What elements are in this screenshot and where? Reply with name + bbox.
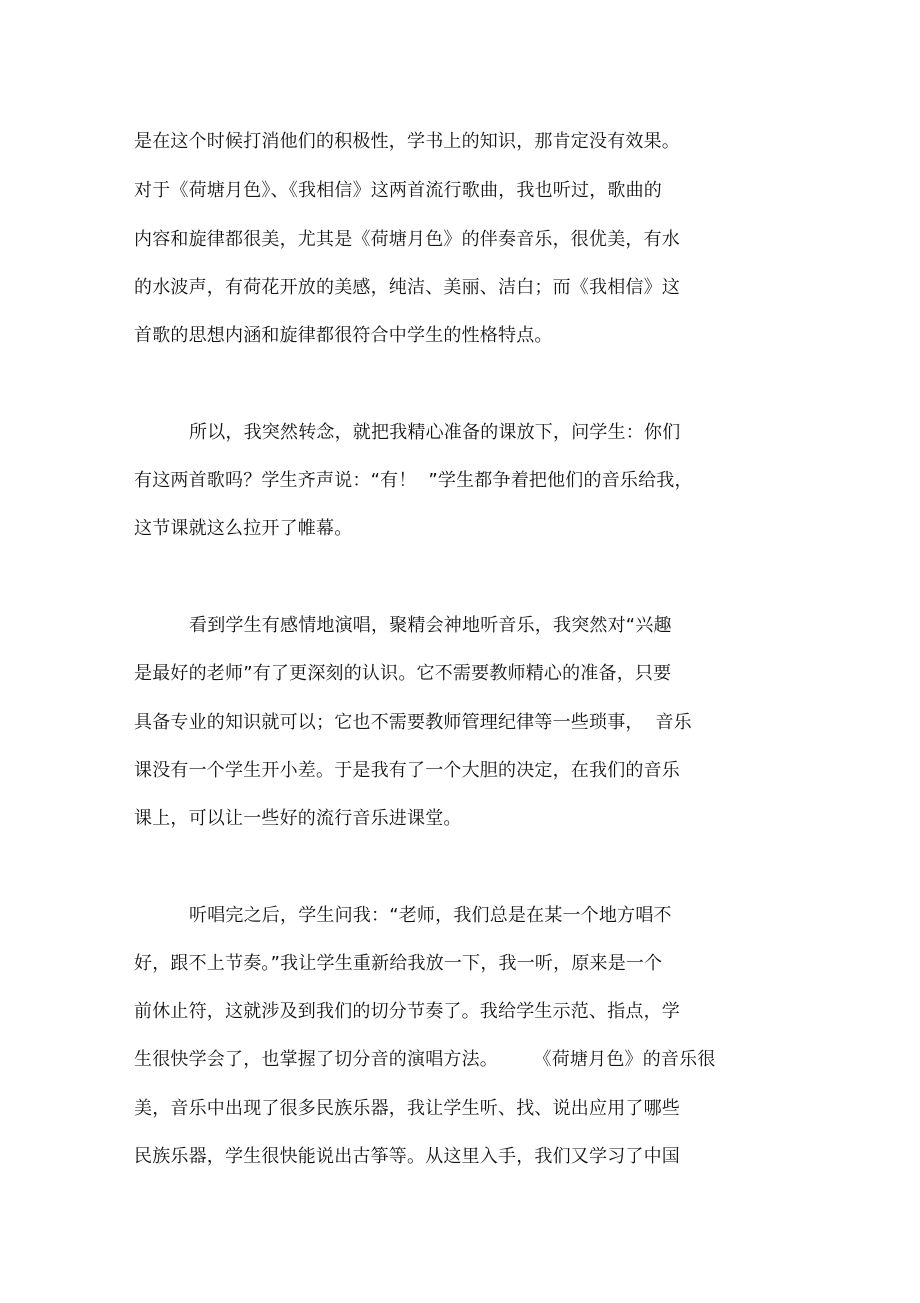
text-line: 好，跟不上节奏。”我让学生重新给我放一下，我一听，原来是一个 <box>134 953 663 974</box>
text-line: 是在这个时候打消他们的积极性，学书上的知识，那肯定没有效果。 <box>134 131 680 152</box>
text-line: 对于《荷塘月色》、《我相信》这两首流行歌曲，我也听过，歌曲的 <box>134 180 662 201</box>
text-line: 生很快学会了，也掌握了切分音的演唱方法。 《荷塘月色》的音乐很 <box>134 1049 716 1070</box>
text-line: 课上，可以让一些好的流行音乐进课堂。 <box>134 808 462 829</box>
text-line: 首歌的思想内涵和旋律都很符合中学生的性格特点。 <box>134 325 553 346</box>
text-line: 看到学生有感情地演唱，聚精会神地听音乐，我突然对“兴趣 <box>189 615 672 636</box>
text-line: 这节课就这么拉开了帷幕。 <box>134 518 353 539</box>
text-line: 内容和旋律都很美，尤其是《荷塘月色》的伴奏音乐，很优美，有水 <box>134 229 680 250</box>
text-line: 有这两首歌吗？学生齐声说：“有！ ”学生都争着把他们的音乐给我， <box>134 470 693 491</box>
text-line: 美，音乐中出现了很多民族乐器，我让学生听、找、说出应用了哪些 <box>134 1098 680 1119</box>
text-line: 是最好的老师”有了更深刻的认识。它不需要教师精心的准备，只要 <box>134 663 672 684</box>
text-line: 所以，我突然转念，就把我精心准备的课放下，问学生：你们 <box>189 422 681 443</box>
text-line: 民族乐器，学生很快能说出古筝等。从这里入手，我们又学习了中国 <box>134 1146 680 1167</box>
text-line: 听唱完之后，学生问我：“老师，我们总是在某一个地方唱不 <box>189 905 672 926</box>
text-line: 的水波声，有荷花开放的美感，纯洁、美丽、洁白；而《我相信》这 <box>134 277 680 298</box>
text-line: 前休止符，这就涉及到我们的切分节奏了。我给学生示范、指点，学 <box>134 1001 680 1022</box>
text-line: 具备专业的知识就可以；它也不需要教师管理纪律等一些琐事， 音乐 <box>134 712 692 733</box>
text-line: 课没有一个学生开小差。于是我有了一个大胆的决定，在我们的音乐 <box>134 760 680 781</box>
